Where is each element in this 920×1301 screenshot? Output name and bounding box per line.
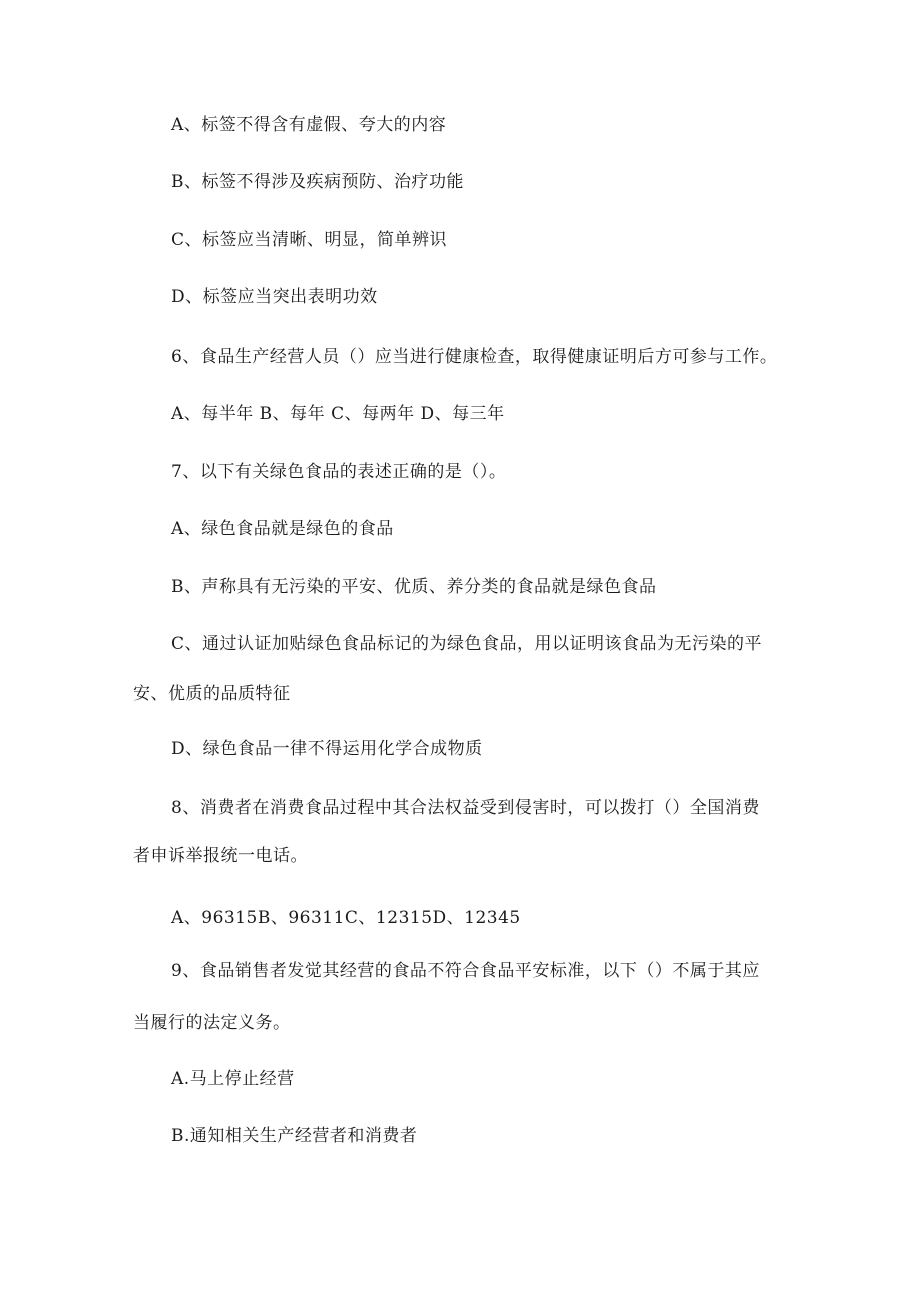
question-6: 6、食品生产经营人员（）应当进行健康检查，取得健康证明后方可参与工作。 xyxy=(171,347,778,367)
option-9b: B.通知相关生产经营者和消费者 xyxy=(171,1126,418,1146)
option-5d: D、标签应当突出表明功效 xyxy=(171,287,378,307)
question-8-line1: 8、消费者在消费食品过程中其合法权益受到侵害时，可以拨打（）全国消费 xyxy=(171,798,760,818)
options-8: A、96315B、96311C、12315D、12345 xyxy=(171,908,521,928)
option-7d: D、绿色食品一律不得运用化学合成物质 xyxy=(171,739,483,759)
options-6: A、每半年 B、每年 C、每两年 D、每三年 xyxy=(171,404,505,424)
question-8-line2: 者申诉举报统一电话。 xyxy=(133,846,308,866)
option-5b: B、标签不得涉及疾病预防、治疗功能 xyxy=(171,172,464,192)
option-5c: C、标签应当清晰、明显，简单辨识 xyxy=(171,230,448,250)
option-7b: B、声称具有无污染的平安、优质、养分类的食品就是绿色食品 xyxy=(171,577,657,597)
question-7: 7、以下有关绿色食品的表述正确的是（）。 xyxy=(171,462,507,482)
option-7a: A、绿色食品就是绿色的食品 xyxy=(171,519,394,539)
option-9a: A.马上停止经营 xyxy=(171,1069,295,1089)
question-9-line1: 9、食品销售者发觉其经营的食品不符合食品平安标准，以下（）不属于其应 xyxy=(171,961,760,981)
option-7c-line2: 安、优质的品质特征 xyxy=(133,684,291,704)
option-7c-line1: C、通过认证加贴绿色食品标记的为绿色食品，用以证明该食品为无污染的平 xyxy=(171,634,763,654)
option-5a: A、标签不得含有虚假、夸大的内容 xyxy=(171,115,447,135)
question-9-line2: 当履行的法定义务。 xyxy=(133,1013,291,1033)
